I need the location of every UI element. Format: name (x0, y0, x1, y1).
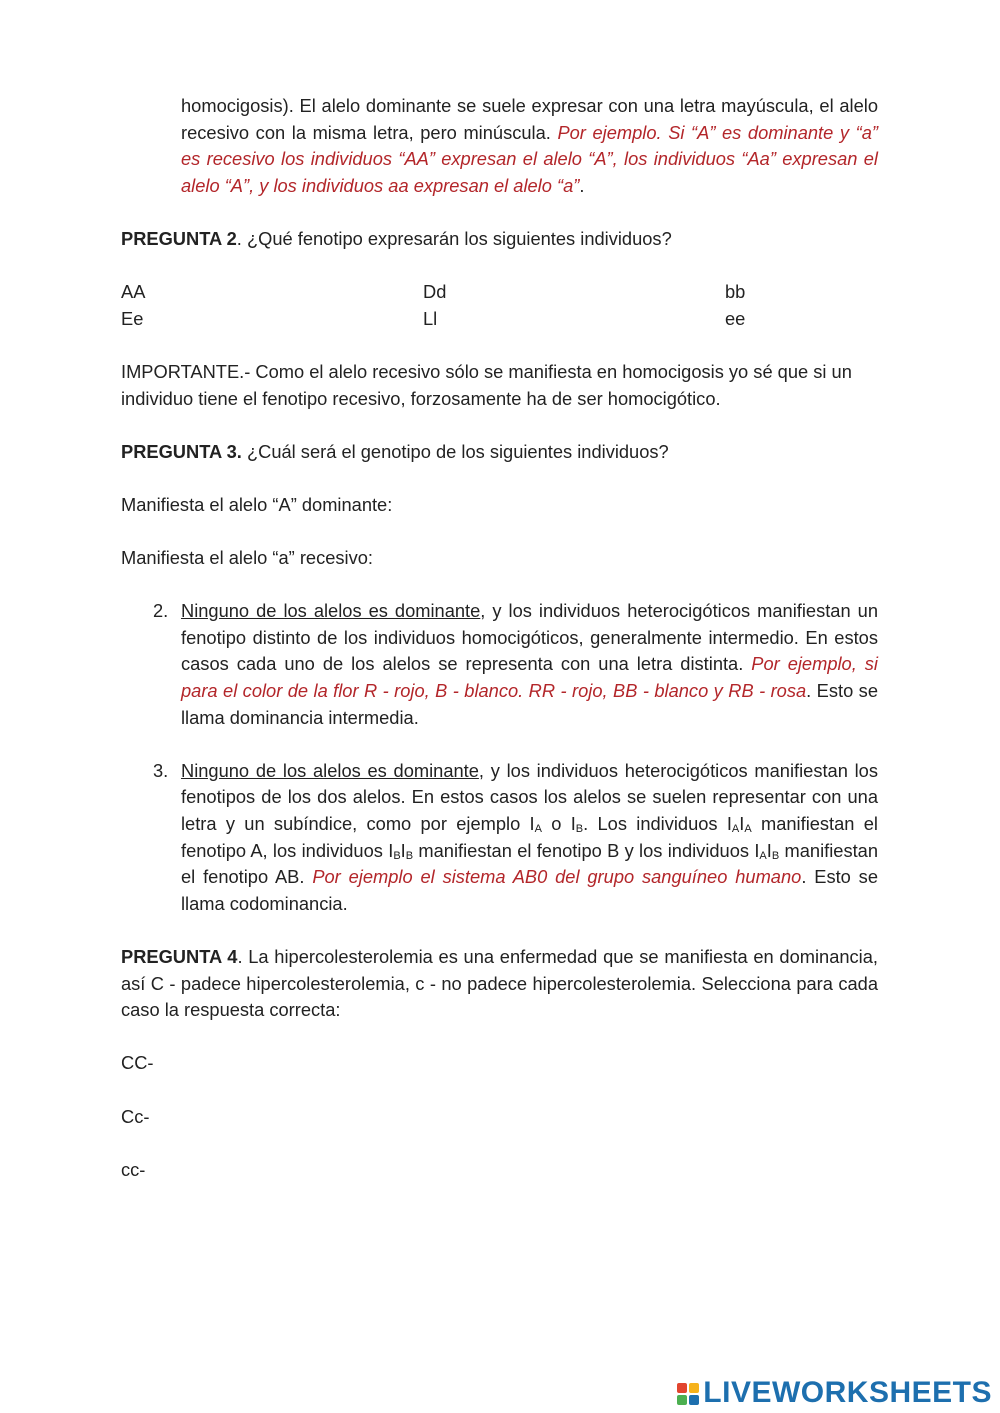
intro-text: homocigosis). El alelo dominante se suele expresar con una letra mayúscula, el alelo recesivo con la misma letra, pero minúscula. (181, 95, 878, 143)
question-2-text: . ¿Qué fenotipo expresarán los siguientes individuos? (236, 227, 672, 249)
genotype-item: bb (725, 281, 746, 303)
question-2 (121, 226, 878, 253)
recessive-allele-line: Manifiesta el alelo “a” recesivo: (121, 547, 373, 569)
subscript: B (575, 823, 584, 836)
question-3 (121, 439, 878, 466)
case-cc-dominant: CC- (121, 1052, 154, 1074)
question-3-text: ¿Cuál será el genotipo de los siguientes individuos? (241, 440, 669, 462)
underlined-heading: Ninguno de los alelos es dominante (181, 600, 481, 622)
worksheet-page (121, 93, 878, 1183)
underlined-heading: Ninguno de los alelos es dominante (181, 759, 479, 781)
case-cc-hetero: Cc- (121, 1105, 150, 1127)
item-3-text: manifiestan el fenotipo B y los individuos I (413, 839, 760, 861)
item-3-text: manifiestan el fenotipo AB. (181, 839, 878, 888)
subscript: A (731, 823, 740, 836)
subscript: B (393, 849, 401, 862)
important-note: IMPORTANTE.- Como el alelo recesivo sólo se manifiesta en homocigosis yo sé que si un individuo tiene el fenotipo recesivo, forzosamente ha de ser homocigótico. (121, 360, 852, 409)
subscript: B (771, 849, 780, 862)
genotype-item: ee (725, 307, 746, 329)
question-3-label: PREGUNTA 3. (121, 440, 242, 462)
question-4-label: PREGUNTA 4 (121, 946, 238, 967)
subscript: A (759, 849, 767, 862)
question-4 (121, 944, 878, 1024)
liveworksheets-logo (677, 1376, 992, 1410)
genotype-item: AA (121, 281, 146, 303)
item-3-text: I (739, 813, 745, 835)
genotype-row-2 (121, 306, 878, 333)
question-4-text: . La hipercolesterolemia es una enfermedad que se manifiesta en dominancia, así C - padece hipercolesterolemia, c - no padece hipercolesterolemia. Selecciona para cada caso la respuesta correcta: (121, 946, 878, 1021)
item-2-text: , y los individuos heterocigóticos manifiestan un fenotipo distinto de los individuos homocigóticos, generalmente intermedio. En estos casos cada uno de los alelos se representa con una letra distinta. (181, 600, 878, 675)
item-3-text: I (766, 839, 772, 861)
subscript: A (534, 823, 542, 836)
intro-paragraph (121, 93, 878, 199)
intro-end: . (579, 174, 585, 196)
item-2-example: Por ejemplo, si para el color de la flor R - rojo, B - blanco. RR - rojo, BB - blanco y RB - rosa (181, 653, 878, 702)
list-number: 2. (153, 600, 169, 622)
intro-example: Por ejemplo. Si “A” es dominante y “a” es recesivo los individuos “AA” expresan el alelo “A”, los individuos “Aa” expresan el alelo “A”, y los individuos aa expresan el alelo “a” (181, 121, 878, 196)
list-number: 3. (153, 759, 169, 781)
item-3-text: . Los individuos I (583, 813, 732, 835)
dominant-allele-line: Manifiesta el alelo “A” dominante: (121, 493, 393, 515)
genotype-item: Ll (423, 307, 438, 329)
item-3-text: , y los individuos heterocigóticos manifiestan los fenotipos de los dos alelos. En estos casos los alelos se suelen representar con una letra y un subíndice, como por ejemplo I (181, 759, 878, 835)
logo-icon (677, 1383, 699, 1405)
question-2-label: PREGUNTA 2 (121, 227, 237, 249)
list-item-2 (121, 598, 878, 731)
genotype-item: Ee (121, 307, 144, 329)
item-3-end: . Esto se llama codominancia. (181, 866, 878, 914)
item-3-text: I (400, 839, 406, 861)
genotype-row-1 (121, 279, 878, 306)
item-3-example: Por ejemplo el sistema AB0 del grupo sanguíneo humano (312, 866, 802, 888)
case-cc-recessive: cc- (121, 1158, 146, 1180)
subscript: A (744, 823, 752, 836)
subscript: B (405, 849, 414, 862)
list-item-3 (121, 758, 878, 918)
genotype-item: Dd (423, 281, 447, 303)
logo-text: LIVEWORKSHEETS (703, 1376, 992, 1410)
item-3-text: o I (541, 813, 576, 835)
item-3-text: manifiestan el fenotipo A, los individuos I (181, 813, 878, 861)
item-2-end: . Esto se llama dominancia intermedia. (181, 680, 878, 728)
